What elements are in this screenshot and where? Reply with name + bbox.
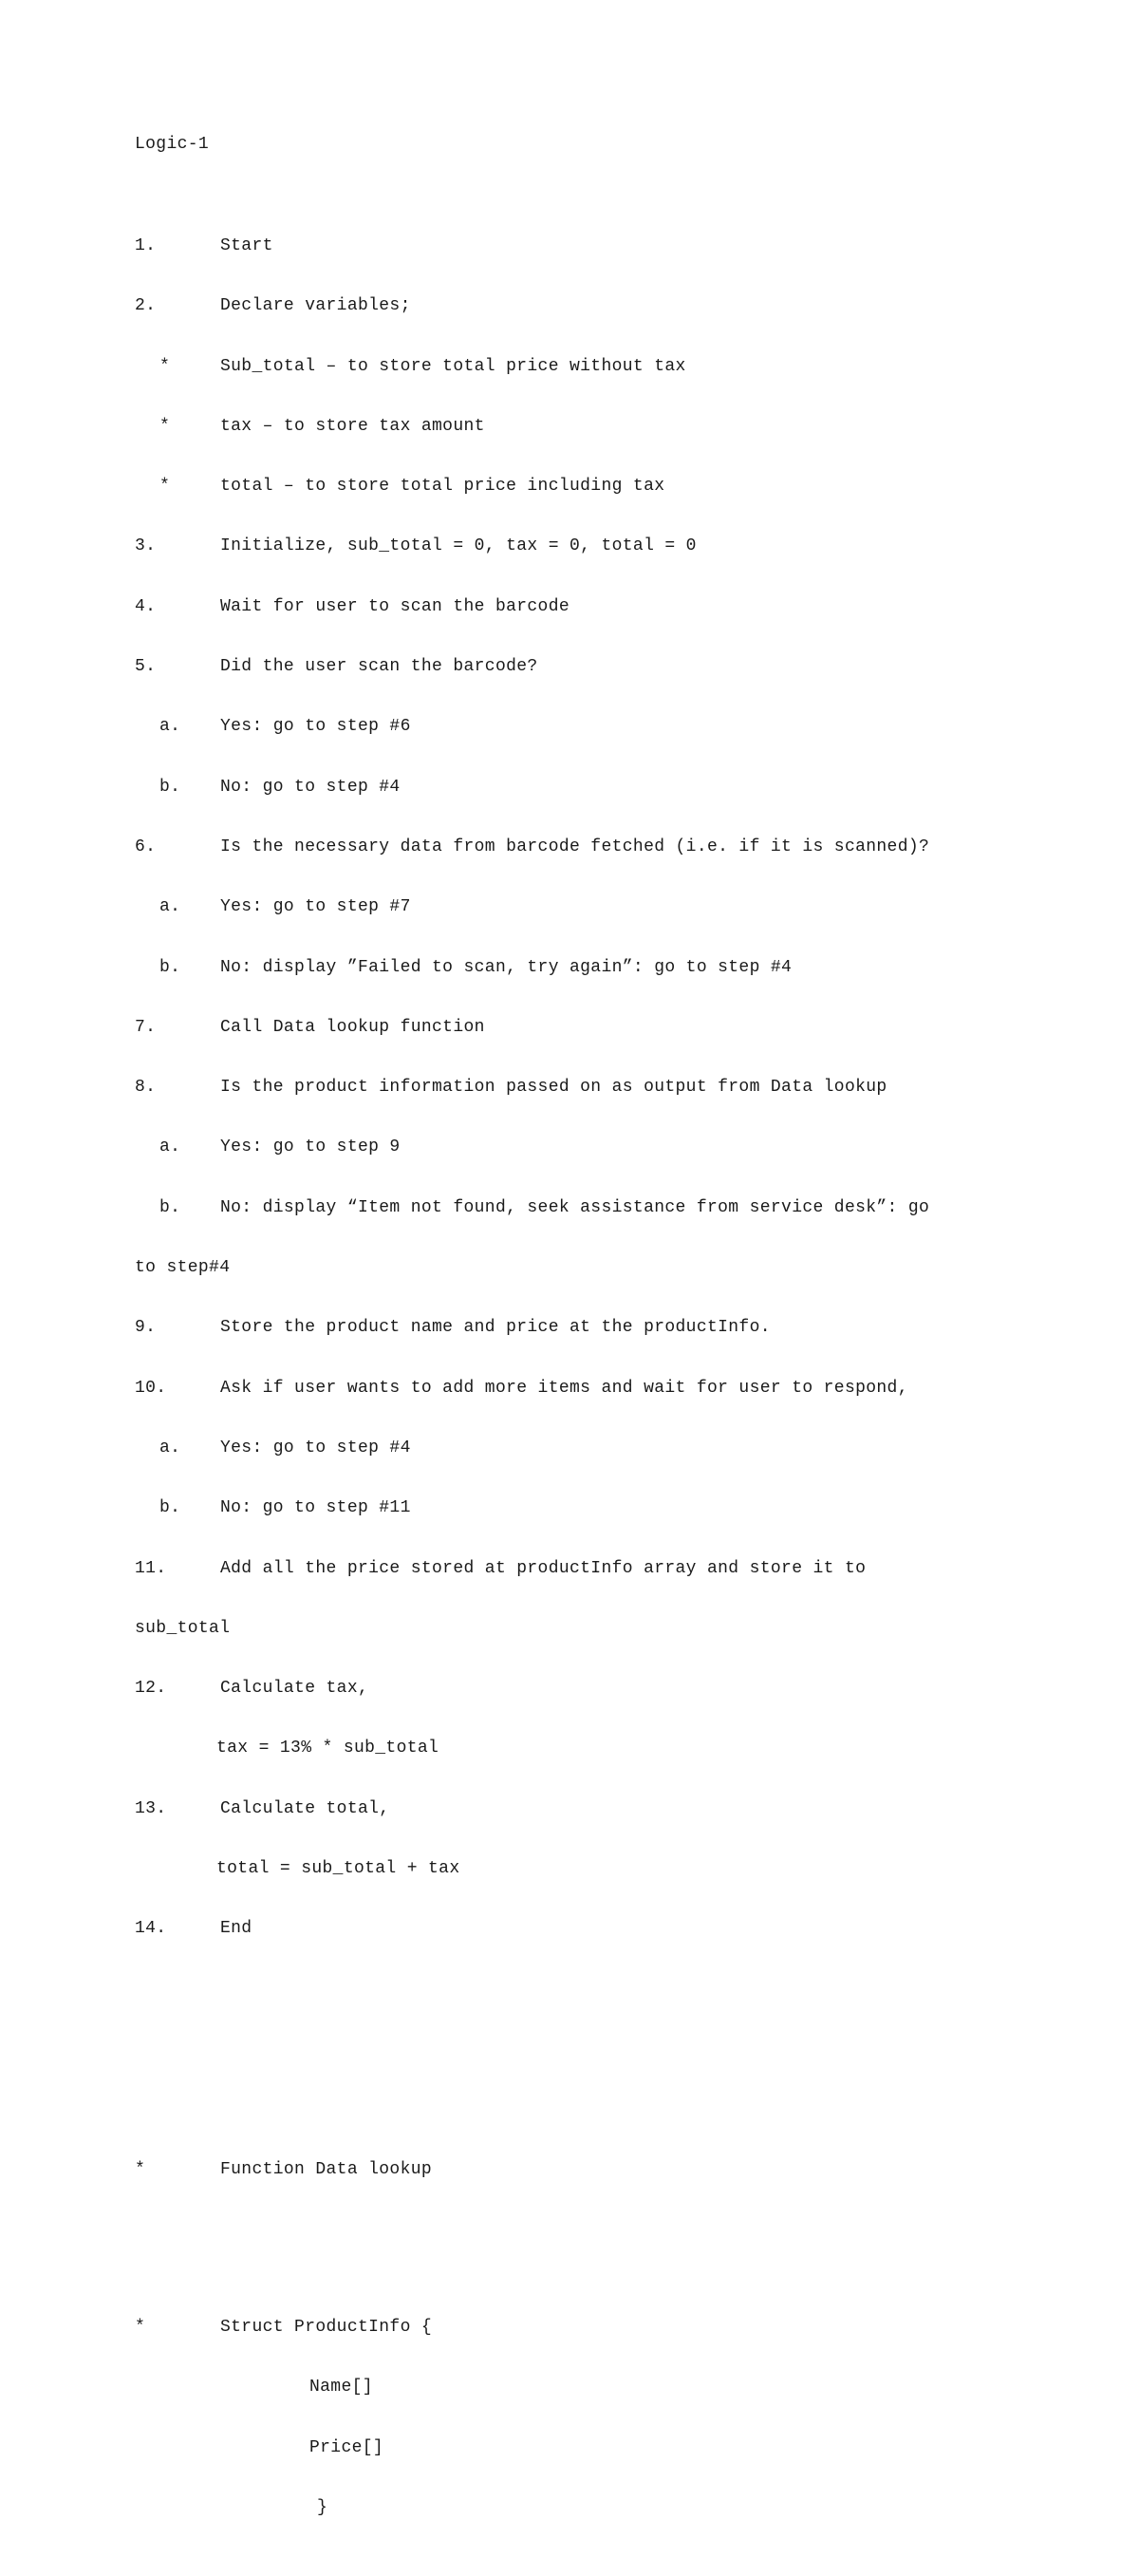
step-marker: 12. [135, 1679, 167, 1699]
list-item [135, 2159, 1018, 2181]
substep-marker: b. [159, 777, 181, 797]
bullet-marker: * [135, 2159, 146, 2179]
step-text: No: display ”Failed to scan, try again”: go to step #4 [220, 957, 793, 977]
list-item [135, 1017, 1018, 1039]
list-item [135, 1438, 1018, 1459]
list-item [135, 1497, 1018, 1519]
list-item [135, 896, 1018, 918]
step-text: No: go to step #11 [220, 1498, 411, 1518]
bullet-marker: * [159, 416, 171, 436]
list-item [135, 1618, 1018, 1640]
step-text: Calculate tax, [220, 1679, 369, 1699]
step-text: Store the product name and price at the productInfo. [220, 1318, 771, 1338]
step-marker: 2. [135, 296, 157, 316]
function-label: Function Data lookup [220, 2159, 433, 2179]
list-item [135, 235, 1018, 257]
formula-line: total = sub_total + tax [216, 1859, 460, 1879]
struct-close-brace: } [317, 2497, 328, 2517]
step-text: Add all the price stored at productInfo array and store it to [220, 1558, 867, 1578]
step-marker: 7. [135, 1017, 157, 1037]
step-text: total – to store total price including tax [220, 477, 665, 497]
step-marker: 8. [135, 1078, 157, 1098]
step-marker: 13. [135, 1798, 167, 1818]
step-text: Did the user scan the barcode? [220, 657, 538, 677]
step-marker: 10. [135, 1378, 167, 1398]
list-item [135, 1257, 1018, 1279]
step-marker: 14. [135, 1919, 167, 1939]
list-item [135, 295, 1018, 317]
list-item [135, 656, 1018, 678]
list-item [135, 1077, 1018, 1099]
step-text: No: display “Item not found, seek assistance from service desk”: go [220, 1197, 930, 1217]
substep-marker: b. [159, 957, 181, 977]
step-text: tax – to store tax amount [220, 416, 485, 436]
bullet-marker: * [135, 2318, 146, 2338]
step-text: Call Data lookup function [220, 1017, 485, 1037]
step-marker: 5. [135, 657, 157, 677]
list-item [135, 476, 1018, 498]
bullet-marker: * [159, 356, 171, 376]
list-item [135, 596, 1018, 618]
list-item [135, 1858, 1018, 1880]
substep-marker: b. [159, 1498, 181, 1518]
step-marker: 1. [135, 236, 157, 255]
substep-marker: a. [159, 1138, 181, 1157]
step-text: Initialize, sub_total = 0, tax = 0, total = 0 [220, 536, 697, 556]
list-item [135, 2437, 1018, 2459]
list-item [135, 1197, 1018, 1219]
step-text: Ask if user wants to add more items and wait for user to respond, [220, 1378, 908, 1398]
list-item [135, 1137, 1018, 1158]
substep-marker: a. [159, 1438, 181, 1457]
step-text-continued: to step#4 [135, 1258, 231, 1278]
step-text: No: go to step #4 [220, 777, 401, 797]
struct-field: Name[] [309, 2378, 373, 2397]
step-text: Yes: go to step #4 [220, 1438, 411, 1457]
list-item [135, 356, 1018, 378]
step-text: Wait for user to scan the barcode [220, 596, 570, 616]
step-text: Is the necessary data from barcode fetched (i.e. if it is scanned)? [220, 837, 930, 856]
logic-steps [135, 179, 1018, 2576]
list-item [135, 2317, 1018, 2339]
list-item [135, 716, 1018, 738]
list-item [135, 536, 1018, 557]
step-text: Is the product information passed on as output from Data lookup [220, 1078, 887, 1098]
list-item [135, 2377, 1018, 2398]
step-marker: 6. [135, 837, 157, 856]
bullet-marker: * [159, 477, 171, 497]
substep-marker: b. [159, 1197, 181, 1217]
step-text: Declare variables; [220, 296, 411, 316]
list-item [135, 1378, 1018, 1400]
list-item [135, 1317, 1018, 1339]
step-marker: 3. [135, 536, 157, 556]
list-item [135, 777, 1018, 799]
document-title: Logic-1 [135, 135, 210, 154]
blank-line [135, 2238, 1018, 2260]
blank-lines [135, 1998, 1018, 2042]
list-item [135, 416, 1018, 438]
step-text: Yes: go to step #6 [220, 717, 411, 737]
list-item [135, 957, 1018, 979]
substep-marker: a. [159, 717, 181, 737]
step-text: End [220, 1919, 252, 1939]
step-text: Yes: go to step 9 [220, 1138, 401, 1157]
list-item [135, 1918, 1018, 1940]
list-item [135, 837, 1018, 858]
list-item [135, 1798, 1018, 1820]
list-item [135, 1738, 1018, 1759]
step-text: Sub_total – to store total price without tax [220, 356, 686, 376]
list-item [135, 1558, 1018, 1580]
blank-line [135, 2079, 1018, 2101]
struct-field: Price[] [309, 2437, 384, 2457]
step-text: Calculate total, [220, 1798, 390, 1818]
list-item [135, 2497, 1018, 2519]
step-marker: 11. [135, 1558, 167, 1578]
substep-marker: a. [159, 897, 181, 917]
struct-label: Struct ProductInfo { [220, 2318, 433, 2338]
step-marker: 9. [135, 1318, 157, 1338]
formula-line: tax = 13% * sub_total [216, 1739, 439, 1758]
step-text: Start [220, 236, 273, 255]
step-text: Yes: go to step #7 [220, 897, 411, 917]
step-text-continued: sub_total [135, 1618, 231, 1638]
step-marker: 4. [135, 596, 157, 616]
list-item [135, 1678, 1018, 1700]
